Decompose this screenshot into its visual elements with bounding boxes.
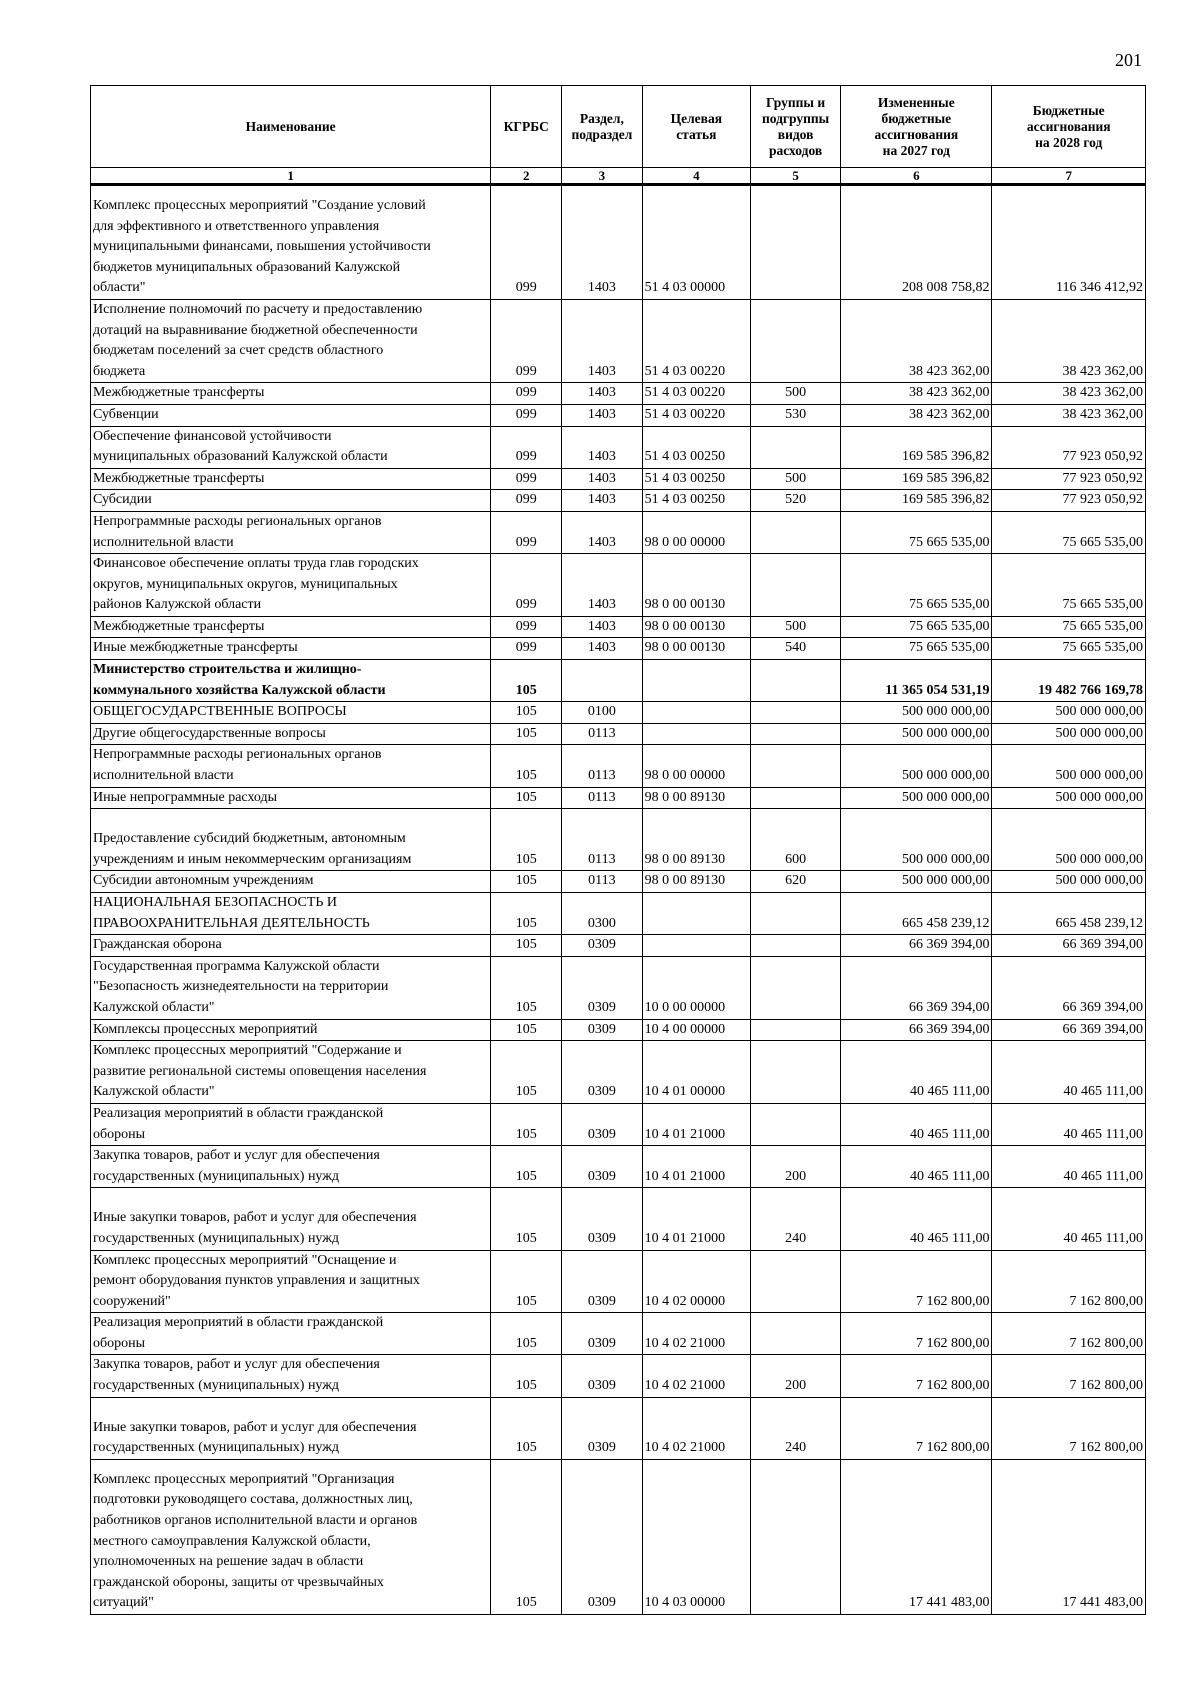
table-row [91, 1397, 1146, 1459]
row-target-article: 98 0 00 89130 [642, 809, 750, 871]
row-target-article: 51 4 03 00250 [642, 468, 750, 490]
row-amount-2028: 116 346 412,92 [992, 185, 1146, 300]
row-kgrbs: 105 [491, 1041, 562, 1104]
row-name: Иные межбюджетные трансферты [91, 638, 491, 660]
row-kgrbs: 105 [491, 1397, 562, 1459]
row-amount-2027: 11 365 054 531,19 [841, 660, 992, 702]
row-section: 0309 [562, 935, 642, 957]
row-expense-type [751, 299, 841, 382]
row-target-article: 10 4 01 21000 [642, 1188, 750, 1250]
row-amount-2027: 66 369 394,00 [841, 956, 992, 1019]
row-target-article [642, 723, 750, 745]
row-section: 0309 [562, 1019, 642, 1041]
row-target-article: 10 4 01 21000 [642, 1103, 750, 1145]
row-name: Субсидии автономным учреждениям [91, 871, 491, 893]
row-name: Финансовое обеспечение оплаты труда глав городских округов, муниципальных округов, муниципальных районов Калужской области [91, 554, 491, 617]
row-amount-2028: 66 369 394,00 [992, 956, 1146, 1019]
row-name: Межбюджетные трансферты [91, 616, 491, 638]
table-body [91, 185, 1146, 1615]
row-section: 0113 [562, 871, 642, 893]
row-target-article: 51 4 03 00220 [642, 299, 750, 382]
table-row [91, 660, 1146, 702]
row-expense-type [751, 185, 841, 300]
row-expense-type: 540 [751, 638, 841, 660]
row-amount-2027: 500 000 000,00 [841, 702, 992, 724]
row-target-article: 10 4 00 00000 [642, 1019, 750, 1041]
row-section: 0100 [562, 702, 642, 724]
row-section: 0309 [562, 956, 642, 1019]
row-name: Закупка товаров, работ и услуг для обеспечения государственных (муниципальных) нужд [91, 1146, 491, 1188]
row-amount-2027: 665 458 239,12 [841, 893, 992, 935]
row-target-article: 98 0 00 89130 [642, 787, 750, 809]
row-name: ОБЩЕГОСУДАРСТВЕННЫЕ ВОПРОСЫ [91, 702, 491, 724]
row-amount-2028: 665 458 239,12 [992, 893, 1146, 935]
table-row [91, 299, 1146, 382]
row-section: 1403 [562, 299, 642, 382]
row-section: 1403 [562, 468, 642, 490]
row-target-article: 98 0 00 00130 [642, 616, 750, 638]
row-kgrbs: 105 [491, 1146, 562, 1188]
row-target-article: 10 4 02 21000 [642, 1355, 750, 1397]
row-expense-type [751, 1041, 841, 1104]
row-amount-2028: 500 000 000,00 [992, 745, 1146, 787]
row-section: 0113 [562, 809, 642, 871]
row-amount-2027: 38 423 362,00 [841, 404, 992, 426]
row-amount-2027: 75 665 535,00 [841, 638, 992, 660]
row-section: 1403 [562, 185, 642, 300]
row-expense-type: 200 [751, 1146, 841, 1188]
row-target-article: 98 0 00 00130 [642, 638, 750, 660]
header-target: Целевая статья [642, 86, 750, 168]
row-section: 0113 [562, 745, 642, 787]
row-kgrbs: 099 [491, 426, 562, 468]
row-name: Закупка товаров, работ и услуг для обеспечения государственных (муниципальных) нужд [91, 1355, 491, 1397]
row-amount-2028: 77 923 050,92 [992, 468, 1146, 490]
row-expense-type [751, 745, 841, 787]
row-amount-2027: 75 665 535,00 [841, 554, 992, 617]
row-section: 0309 [562, 1355, 642, 1397]
table-row [91, 185, 1146, 300]
row-expense-type: 500 [751, 616, 841, 638]
table-row [91, 1041, 1146, 1104]
row-amount-2028: 66 369 394,00 [992, 1019, 1146, 1041]
column-number-5: 5 [751, 168, 841, 185]
row-expense-type [751, 1019, 841, 1041]
row-amount-2027: 40 465 111,00 [841, 1188, 992, 1250]
row-name: Иные закупки товаров, работ и услуг для обеспечения государственных (муниципальных) нужд [91, 1188, 491, 1250]
row-amount-2027: 17 441 483,00 [841, 1459, 992, 1614]
header-amount-2027: Измененные бюджетные ассигнования на 2027 год [841, 86, 992, 168]
row-target-article: 51 4 03 00000 [642, 185, 750, 300]
row-kgrbs: 105 [491, 723, 562, 745]
row-expense-type: 240 [751, 1188, 841, 1250]
row-section: 1403 [562, 490, 642, 512]
row-amount-2027: 169 585 396,82 [841, 490, 992, 512]
row-kgrbs: 099 [491, 185, 562, 300]
row-name: Межбюджетные трансферты [91, 383, 491, 405]
row-amount-2028: 500 000 000,00 [992, 723, 1146, 745]
row-amount-2027: 500 000 000,00 [841, 787, 992, 809]
row-kgrbs: 105 [491, 702, 562, 724]
row-amount-2028: 38 423 362,00 [992, 383, 1146, 405]
row-section: 0309 [562, 1146, 642, 1188]
row-expense-type [751, 1459, 841, 1614]
row-section: 0300 [562, 893, 642, 935]
table-row [91, 956, 1146, 1019]
row-expense-type [751, 935, 841, 957]
row-amount-2028: 38 423 362,00 [992, 299, 1146, 382]
row-kgrbs: 099 [491, 490, 562, 512]
row-name: Непрограммные расходы региональных органов исполнительной власти [91, 745, 491, 787]
row-expense-type: 200 [751, 1355, 841, 1397]
table-row [91, 1146, 1146, 1188]
row-target-article [642, 660, 750, 702]
row-expense-type [751, 956, 841, 1019]
row-name: Комплекс процессных мероприятий "Организация подготовки руководящего состава, должностных лиц, работников органов исполнительной власти и органов местного самоуправления Калужской области, уполномоченных на решение задач в области гражданской обороны, защиты от чрезвычайных ситуаций" [91, 1459, 491, 1614]
row-name: Государственная программа Калужской области "Безопасность жизнедеятельности на территории Калужской области" [91, 956, 491, 1019]
row-name: Реализация мероприятий в области гражданской обороны [91, 1103, 491, 1145]
column-number-1: 1 [91, 168, 491, 185]
row-kgrbs: 105 [491, 809, 562, 871]
row-expense-type [751, 426, 841, 468]
row-section: 1403 [562, 404, 642, 426]
row-kgrbs: 105 [491, 1103, 562, 1145]
row-target-article [642, 702, 750, 724]
row-name: Субсидии [91, 490, 491, 512]
row-amount-2027: 40 465 111,00 [841, 1041, 992, 1104]
row-kgrbs: 099 [491, 511, 562, 553]
row-target-article [642, 935, 750, 957]
table-row [91, 511, 1146, 553]
row-name: Министерство строительства и жилищно- коммунального хозяйства Калужской области [91, 660, 491, 702]
row-name: Реализация мероприятий в области гражданской обороны [91, 1313, 491, 1355]
row-section: 0113 [562, 787, 642, 809]
row-kgrbs: 105 [491, 956, 562, 1019]
row-kgrbs: 105 [491, 660, 562, 702]
row-expense-type [751, 1250, 841, 1313]
row-amount-2028: 17 441 483,00 [992, 1459, 1146, 1614]
row-kgrbs: 099 [491, 404, 562, 426]
row-amount-2028: 40 465 111,00 [992, 1146, 1146, 1188]
table-row [91, 426, 1146, 468]
row-section: 1403 [562, 383, 642, 405]
row-target-article: 10 4 01 00000 [642, 1041, 750, 1104]
column-number-7: 7 [992, 168, 1146, 185]
row-amount-2028: 38 423 362,00 [992, 404, 1146, 426]
row-amount-2028: 7 162 800,00 [992, 1397, 1146, 1459]
row-amount-2027: 169 585 396,82 [841, 426, 992, 468]
row-expense-type [751, 660, 841, 702]
row-expense-type [751, 511, 841, 553]
column-number-2: 2 [491, 168, 562, 185]
row-name: Иные закупки товаров, работ и услуг для обеспечения государственных (муниципальных) нужд [91, 1397, 491, 1459]
table-row [91, 871, 1146, 893]
row-expense-type [751, 723, 841, 745]
row-section: 0309 [562, 1103, 642, 1145]
header-amount-2028: Бюджетные ассигнования на 2028 год [992, 86, 1146, 168]
row-section: 1403 [562, 426, 642, 468]
row-amount-2027: 7 162 800,00 [841, 1313, 992, 1355]
row-amount-2028: 500 000 000,00 [992, 809, 1146, 871]
row-section [562, 660, 642, 702]
row-target-article: 98 0 00 00000 [642, 511, 750, 553]
row-amount-2027: 40 465 111,00 [841, 1103, 992, 1145]
column-number-6: 6 [841, 168, 992, 185]
table-row [91, 638, 1146, 660]
row-name: Субвенции [91, 404, 491, 426]
table-row [91, 935, 1146, 957]
row-name: Комплекс процессных мероприятий "Оснащение и ремонт оборудования пунктов управления и защитных сооружений" [91, 1250, 491, 1313]
row-name: Другие общегосударственные вопросы [91, 723, 491, 745]
row-amount-2027: 7 162 800,00 [841, 1250, 992, 1313]
row-amount-2028: 19 482 766 169,78 [992, 660, 1146, 702]
row-amount-2028: 7 162 800,00 [992, 1313, 1146, 1355]
table-row [91, 745, 1146, 787]
row-name: Комплекс процессных мероприятий "Создание условий для эффективного и ответственного управления муниципальными финансами, повышения устойчивости бюджетов муниципальных образований Калужской области" [91, 185, 491, 300]
row-name: Гражданская оборона [91, 935, 491, 957]
row-target-article: 10 4 02 21000 [642, 1397, 750, 1459]
table-row [91, 404, 1146, 426]
table-row [91, 1019, 1146, 1041]
row-name: Иные непрограммные расходы [91, 787, 491, 809]
row-target-article: 51 4 03 00220 [642, 404, 750, 426]
row-amount-2028: 500 000 000,00 [992, 702, 1146, 724]
row-section: 0309 [562, 1459, 642, 1614]
table-row [91, 1188, 1146, 1250]
table-row [91, 616, 1146, 638]
row-kgrbs: 099 [491, 554, 562, 617]
row-kgrbs: 105 [491, 1313, 562, 1355]
row-expense-type: 530 [751, 404, 841, 426]
table-row [91, 490, 1146, 512]
table-row [91, 468, 1146, 490]
row-kgrbs: 099 [491, 299, 562, 382]
row-amount-2027: 208 008 758,82 [841, 185, 992, 300]
table-row [91, 702, 1146, 724]
row-name: Предоставление субсидий бюджетным, автономным учреждениям и иным некоммерческим организациям [91, 809, 491, 871]
row-target-article: 10 4 02 00000 [642, 1250, 750, 1313]
row-name: НАЦИОНАЛЬНАЯ БЕЗОПАСНОСТЬ И ПРАВООХРАНИТЕЛЬНАЯ ДЕЯТЕЛЬНОСТЬ [91, 893, 491, 935]
row-kgrbs: 105 [491, 1250, 562, 1313]
table-row [91, 383, 1146, 405]
row-amount-2027: 7 162 800,00 [841, 1397, 992, 1459]
budget-table [90, 85, 1146, 1615]
row-section: 0309 [562, 1250, 642, 1313]
header-kgrbs: КГРБС [491, 86, 562, 168]
row-kgrbs: 105 [491, 1188, 562, 1250]
row-amount-2027: 75 665 535,00 [841, 511, 992, 553]
row-expense-type [751, 787, 841, 809]
row-expense-type: 500 [751, 468, 841, 490]
row-amount-2028: 75 665 535,00 [992, 511, 1146, 553]
row-target-article: 51 4 03 00250 [642, 490, 750, 512]
row-name: Непрограммные расходы региональных органов исполнительной власти [91, 511, 491, 553]
row-kgrbs: 105 [491, 893, 562, 935]
table-row [91, 1313, 1146, 1355]
row-target-article: 51 4 03 00220 [642, 383, 750, 405]
row-amount-2028: 75 665 535,00 [992, 616, 1146, 638]
row-expense-type: 600 [751, 809, 841, 871]
row-target-article: 10 4 02 21000 [642, 1313, 750, 1355]
row-kgrbs: 105 [491, 1355, 562, 1397]
row-amount-2027: 40 465 111,00 [841, 1146, 992, 1188]
row-expense-type [751, 1313, 841, 1355]
row-section: 1403 [562, 554, 642, 617]
row-section: 1403 [562, 638, 642, 660]
row-expense-type: 520 [751, 490, 841, 512]
row-amount-2028: 66 369 394,00 [992, 935, 1146, 957]
header-section: Раздел, подраздел [562, 86, 642, 168]
row-amount-2028: 500 000 000,00 [992, 871, 1146, 893]
row-amount-2027: 38 423 362,00 [841, 383, 992, 405]
row-target-article: 10 4 03 00000 [642, 1459, 750, 1614]
row-expense-type [751, 893, 841, 935]
row-kgrbs: 105 [491, 871, 562, 893]
row-expense-type: 500 [751, 383, 841, 405]
row-name: Исполнение полномочий по расчету и предоставлению дотаций на выравнивание бюджетной обеспеченности бюджетам поселений за счет средств областного бюджета [91, 299, 491, 382]
row-amount-2027: 66 369 394,00 [841, 935, 992, 957]
row-amount-2027: 38 423 362,00 [841, 299, 992, 382]
row-amount-2028: 77 923 050,92 [992, 426, 1146, 468]
row-amount-2028: 77 923 050,92 [992, 490, 1146, 512]
column-number-3: 3 [562, 168, 642, 185]
table-row [91, 1250, 1146, 1313]
column-number-4: 4 [642, 168, 750, 185]
row-amount-2028: 75 665 535,00 [992, 554, 1146, 617]
row-kgrbs: 099 [491, 638, 562, 660]
row-amount-2027: 7 162 800,00 [841, 1355, 992, 1397]
row-section: 0309 [562, 1397, 642, 1459]
row-amount-2028: 7 162 800,00 [992, 1355, 1146, 1397]
row-amount-2027: 169 585 396,82 [841, 468, 992, 490]
table-row [91, 1355, 1146, 1397]
row-amount-2028: 40 465 111,00 [992, 1103, 1146, 1145]
row-kgrbs: 099 [491, 616, 562, 638]
row-amount-2028: 40 465 111,00 [992, 1188, 1146, 1250]
table-row [91, 723, 1146, 745]
table-row [91, 554, 1146, 617]
row-section: 0309 [562, 1313, 642, 1355]
row-target-article: 10 4 01 21000 [642, 1146, 750, 1188]
row-kgrbs: 099 [491, 468, 562, 490]
row-kgrbs: 105 [491, 787, 562, 809]
row-amount-2027: 500 000 000,00 [841, 871, 992, 893]
row-section: 1403 [562, 511, 642, 553]
row-target-article: 10 0 00 00000 [642, 956, 750, 1019]
row-amount-2028: 500 000 000,00 [992, 787, 1146, 809]
row-amount-2027: 500 000 000,00 [841, 745, 992, 787]
row-name: Комплекс процессных мероприятий "Содержание и развитие региональной системы оповещения населения Калужской области" [91, 1041, 491, 1104]
row-section: 1403 [562, 616, 642, 638]
row-amount-2028: 75 665 535,00 [992, 638, 1146, 660]
row-kgrbs: 105 [491, 1459, 562, 1614]
row-amount-2027: 500 000 000,00 [841, 809, 992, 871]
row-kgrbs: 105 [491, 1019, 562, 1041]
table-row [91, 809, 1146, 871]
row-amount-2027: 500 000 000,00 [841, 723, 992, 745]
row-section: 0309 [562, 1188, 642, 1250]
row-expense-type: 240 [751, 1397, 841, 1459]
row-amount-2027: 66 369 394,00 [841, 1019, 992, 1041]
page-number: 201 [1115, 50, 1142, 70]
row-amount-2028: 7 162 800,00 [992, 1250, 1146, 1313]
table-row [91, 1103, 1146, 1145]
header-name: Наименование [91, 86, 491, 168]
table-row [91, 1459, 1146, 1614]
row-name: Обеспечение финансовой устойчивости муниципальных образований Калужской области [91, 426, 491, 468]
row-target-article: 98 0 00 00130 [642, 554, 750, 617]
row-expense-type [751, 702, 841, 724]
row-target-article: 51 4 03 00250 [642, 426, 750, 468]
row-expense-type [751, 554, 841, 617]
row-amount-2027: 75 665 535,00 [841, 616, 992, 638]
header-expense-type: Группы и подгруппы видов расходов [751, 86, 841, 168]
table-row [91, 893, 1146, 935]
row-kgrbs: 099 [491, 383, 562, 405]
row-amount-2028: 40 465 111,00 [992, 1041, 1146, 1104]
row-target-article: 98 0 00 00000 [642, 745, 750, 787]
row-name: Комплексы процессных мероприятий [91, 1019, 491, 1041]
table-row [91, 787, 1146, 809]
row-expense-type: 620 [751, 871, 841, 893]
row-kgrbs: 105 [491, 745, 562, 787]
row-section: 0309 [562, 1041, 642, 1104]
row-kgrbs: 105 [491, 935, 562, 957]
row-target-article [642, 893, 750, 935]
row-name: Межбюджетные трансферты [91, 468, 491, 490]
row-target-article: 98 0 00 89130 [642, 871, 750, 893]
row-section: 0113 [562, 723, 642, 745]
row-expense-type [751, 1103, 841, 1145]
